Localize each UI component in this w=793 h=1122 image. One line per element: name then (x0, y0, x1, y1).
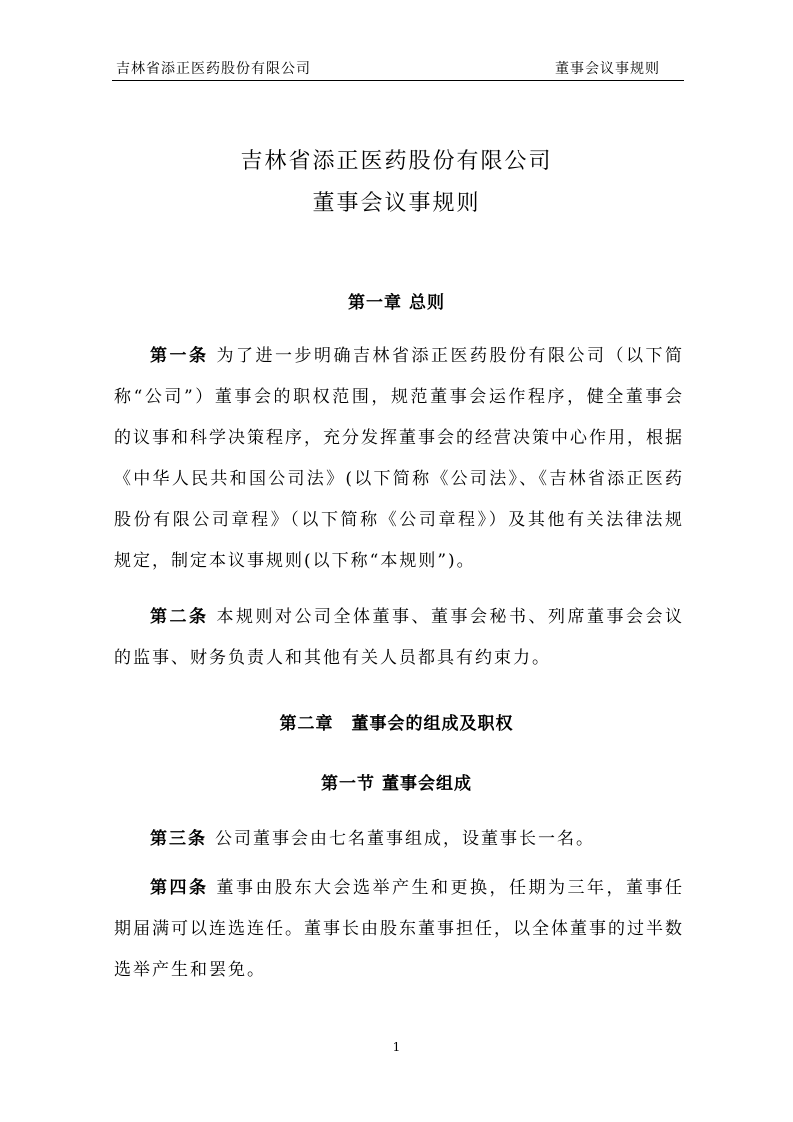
header-company-name: 吉林省添正医药股份有限公司 (116, 61, 311, 77)
running-header (112, 58, 684, 81)
article-1-label: 第一条 (150, 346, 209, 366)
article-3-label: 第三条 (150, 829, 207, 849)
article-1 (114, 336, 684, 582)
article-2-text: 本规则对公司全体董事、董事会秘书、列席董事会会议的监事、财务负责人和其他有关人员都具有约束力。 (114, 607, 684, 668)
chapter-heading-general: 第一章 总则 (348, 293, 445, 313)
section-heading-board-composition: 第一节 董事会组成 (321, 774, 472, 794)
article-1-text: 为了进一步明确吉林省添正医药股份有限公司（以下简称“公司”）董事会的职权范围，规范董事会运作程序，健全董事会的议事和科学决策程序，充分发挥董事会的经营决策中心作用，根据《中华人民共和国公司法》(以下简称《公司法》、《吉林省添正医药股份有限公司章程》（以下简称《公司章程》）及其他有关法律法规规定，制定本议事规则(以下称“本规则”)。 (114, 346, 684, 571)
article-4-text: 董事由股东大会选举产生和更换，任期为三年，董事任期届满可以连选连任。董事长由股东董事担任，以全体董事的过半数选举产生和罢免。 (114, 878, 684, 980)
chapter-heading-board-composition: 第二章 董事会的组成及职权 (279, 714, 514, 734)
article-3-text: 公司董事会由七名董事组成，设董事长一名。 (215, 829, 595, 849)
document-title-company: 吉林省添正医药股份有限公司 (240, 149, 553, 174)
article-2-label: 第二条 (150, 607, 209, 627)
document-title-rules: 董事会议事规则 (312, 191, 481, 216)
article-4-label: 第四条 (150, 878, 209, 898)
page-number: 1 (392, 1040, 401, 1054)
article-3 (114, 819, 684, 860)
article-2 (114, 597, 684, 679)
header-document-name: 董事会议事规则 (555, 61, 660, 77)
article-4 (114, 868, 684, 991)
